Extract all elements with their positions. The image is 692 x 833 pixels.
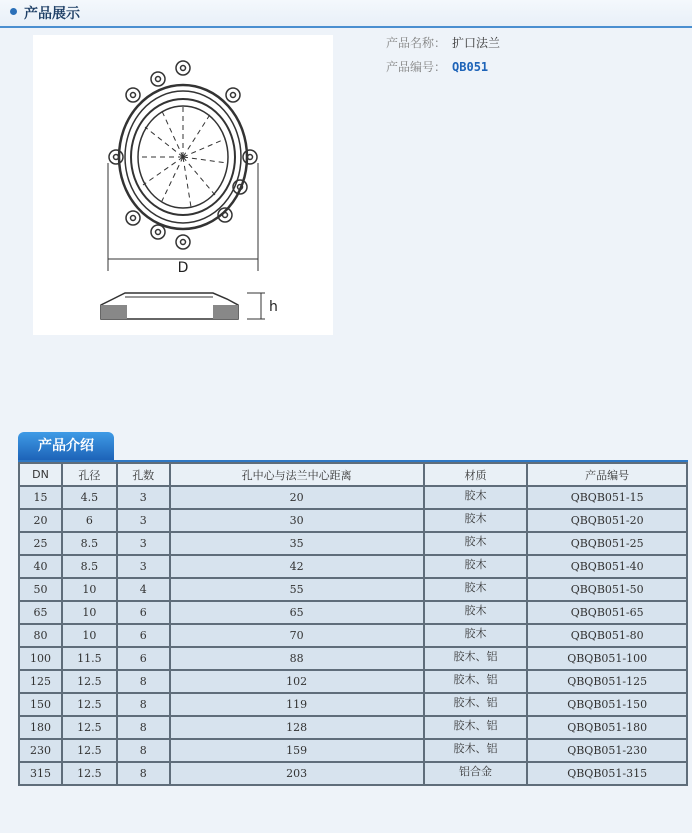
table-row xyxy=(19,509,687,532)
table-row xyxy=(19,693,687,716)
cell-hole-count: 8 xyxy=(117,693,170,716)
cell-dn: 20 xyxy=(19,509,62,532)
cell-dn: 40 xyxy=(19,555,62,578)
cell-material: 胶木 xyxy=(424,578,528,601)
spec-table xyxy=(18,462,688,786)
cell-hole-dia: 10 xyxy=(62,624,117,647)
cell-dn: 65 xyxy=(19,601,62,624)
cell-material: 胶木、铝 xyxy=(424,693,528,716)
cell-product-code: QBQB051-20 xyxy=(527,509,687,532)
flange-drawing xyxy=(33,35,333,335)
cell-dn: 315 xyxy=(19,762,62,785)
cell-material: 胶木 xyxy=(424,509,528,532)
cell-material: 胶木 xyxy=(424,601,528,624)
cell-product-code: QBQB051-80 xyxy=(527,624,687,647)
cell-distance: 65 xyxy=(170,601,424,624)
cell-dn: 230 xyxy=(19,739,62,762)
col-distance: 孔中心与法兰中心距离 xyxy=(170,463,424,486)
section-header xyxy=(0,0,692,28)
cell-hole-dia: 10 xyxy=(62,601,117,624)
cell-hole-count: 3 xyxy=(117,509,170,532)
cell-distance: 20 xyxy=(170,486,424,509)
cell-product-code: QBQB051-15 xyxy=(527,486,687,509)
cell-product-code: QBQB051-100 xyxy=(527,647,687,670)
cell-distance: 102 xyxy=(170,670,424,693)
cell-hole-count: 3 xyxy=(117,532,170,555)
product-name-label: 产品名称： xyxy=(386,36,447,50)
cell-material: 胶木 xyxy=(424,486,528,509)
cell-hole-count: 8 xyxy=(117,670,170,693)
cell-distance: 55 xyxy=(170,578,424,601)
col-hole-count: 孔数 xyxy=(117,463,170,486)
cell-product-code: QBQB051-50 xyxy=(527,578,687,601)
cell-material: 胶木 xyxy=(424,532,528,555)
cell-dn: 15 xyxy=(19,486,62,509)
cell-hole-dia: 10 xyxy=(62,578,117,601)
cell-hole-dia: 12.5 xyxy=(62,716,117,739)
cell-material: 胶木、铝 xyxy=(424,739,528,762)
section-title: 产品展示 xyxy=(24,6,80,22)
cell-hole-count: 6 xyxy=(117,647,170,670)
cell-product-code: QBQB051-230 xyxy=(527,739,687,762)
cell-hole-dia: 12.5 xyxy=(62,739,117,762)
cell-dn: 180 xyxy=(19,716,62,739)
cell-hole-dia: 11.5 xyxy=(62,647,117,670)
cell-hole-count: 3 xyxy=(117,486,170,509)
table-row xyxy=(19,716,687,739)
cell-dn: 125 xyxy=(19,670,62,693)
col-dn: DN xyxy=(19,463,62,486)
table-row xyxy=(19,555,687,578)
cell-hole-dia: 6 xyxy=(62,509,117,532)
table-header-row xyxy=(19,463,687,486)
table-row xyxy=(19,532,687,555)
cell-hole-count: 6 xyxy=(117,601,170,624)
cell-distance: 30 xyxy=(170,509,424,532)
cell-material: 胶木、铝 xyxy=(424,647,528,670)
table-row xyxy=(19,670,687,693)
cell-product-code: QBQB051-25 xyxy=(527,532,687,555)
product-image xyxy=(33,35,333,335)
table-row xyxy=(19,624,687,647)
cell-product-code: QBQB051-40 xyxy=(527,555,687,578)
cell-product-code: QBQB051-180 xyxy=(527,716,687,739)
cell-dn: 100 xyxy=(19,647,62,670)
cell-hole-count: 6 xyxy=(117,624,170,647)
col-hole-dia: 孔径 xyxy=(62,463,117,486)
cell-distance: 88 xyxy=(170,647,424,670)
cell-distance: 128 xyxy=(170,716,424,739)
cell-material: 胶木、铝 xyxy=(424,716,528,739)
table-row xyxy=(19,486,687,509)
dimension-h-label: h xyxy=(269,299,278,315)
cell-dn: 80 xyxy=(19,624,62,647)
cell-hole-dia: 8.5 xyxy=(62,532,117,555)
cell-dn: 25 xyxy=(19,532,62,555)
table-row xyxy=(19,578,687,601)
cell-hole-count: 4 xyxy=(117,578,170,601)
cell-material: 胶木 xyxy=(424,555,528,578)
intro-tabbar xyxy=(18,432,688,462)
cell-hole-dia: 4.5 xyxy=(62,486,117,509)
cell-dn: 50 xyxy=(19,578,62,601)
cell-material: 胶木、铝 xyxy=(424,670,528,693)
cell-hole-count: 8 xyxy=(117,716,170,739)
cell-distance: 159 xyxy=(170,739,424,762)
product-code-label: 产品编号： xyxy=(386,60,447,74)
cell-distance: 35 xyxy=(170,532,424,555)
cell-product-code: QBQB051-125 xyxy=(527,670,687,693)
cell-product-code: QBQB051-65 xyxy=(527,601,687,624)
table-row xyxy=(19,762,687,785)
cell-distance: 203 xyxy=(170,762,424,785)
product-code-row xyxy=(386,58,488,75)
col-material: 材质 xyxy=(424,463,528,486)
col-product-code: 产品编号 xyxy=(527,463,687,486)
cell-hole-dia: 12.5 xyxy=(62,670,117,693)
cell-hole-dia: 12.5 xyxy=(62,762,117,785)
cell-distance: 42 xyxy=(170,555,424,578)
product-code-value: QB051 xyxy=(452,60,489,74)
cell-hole-count: 3 xyxy=(117,555,170,578)
cell-distance: 70 xyxy=(170,624,424,647)
bullet-icon xyxy=(10,8,17,15)
dimension-d-label: D xyxy=(177,260,189,276)
cell-material: 铝合金 xyxy=(424,762,528,785)
cell-product-code: QBQB051-315 xyxy=(527,762,687,785)
cell-distance: 119 xyxy=(170,693,424,716)
tab-product-intro[interactable]: 产品介绍 xyxy=(18,432,114,460)
cell-material: 胶木 xyxy=(424,624,528,647)
cell-dn: 150 xyxy=(19,693,62,716)
cell-hole-count: 8 xyxy=(117,739,170,762)
table-row xyxy=(19,739,687,762)
cell-hole-dia: 12.5 xyxy=(62,693,117,716)
cell-hole-count: 8 xyxy=(117,762,170,785)
product-name-value: 扩口法兰 xyxy=(452,36,501,50)
table-row xyxy=(19,647,687,670)
product-name-row xyxy=(386,34,500,51)
cell-hole-dia: 8.5 xyxy=(62,555,117,578)
cell-product-code: QBQB051-150 xyxy=(527,693,687,716)
table-row xyxy=(19,601,687,624)
